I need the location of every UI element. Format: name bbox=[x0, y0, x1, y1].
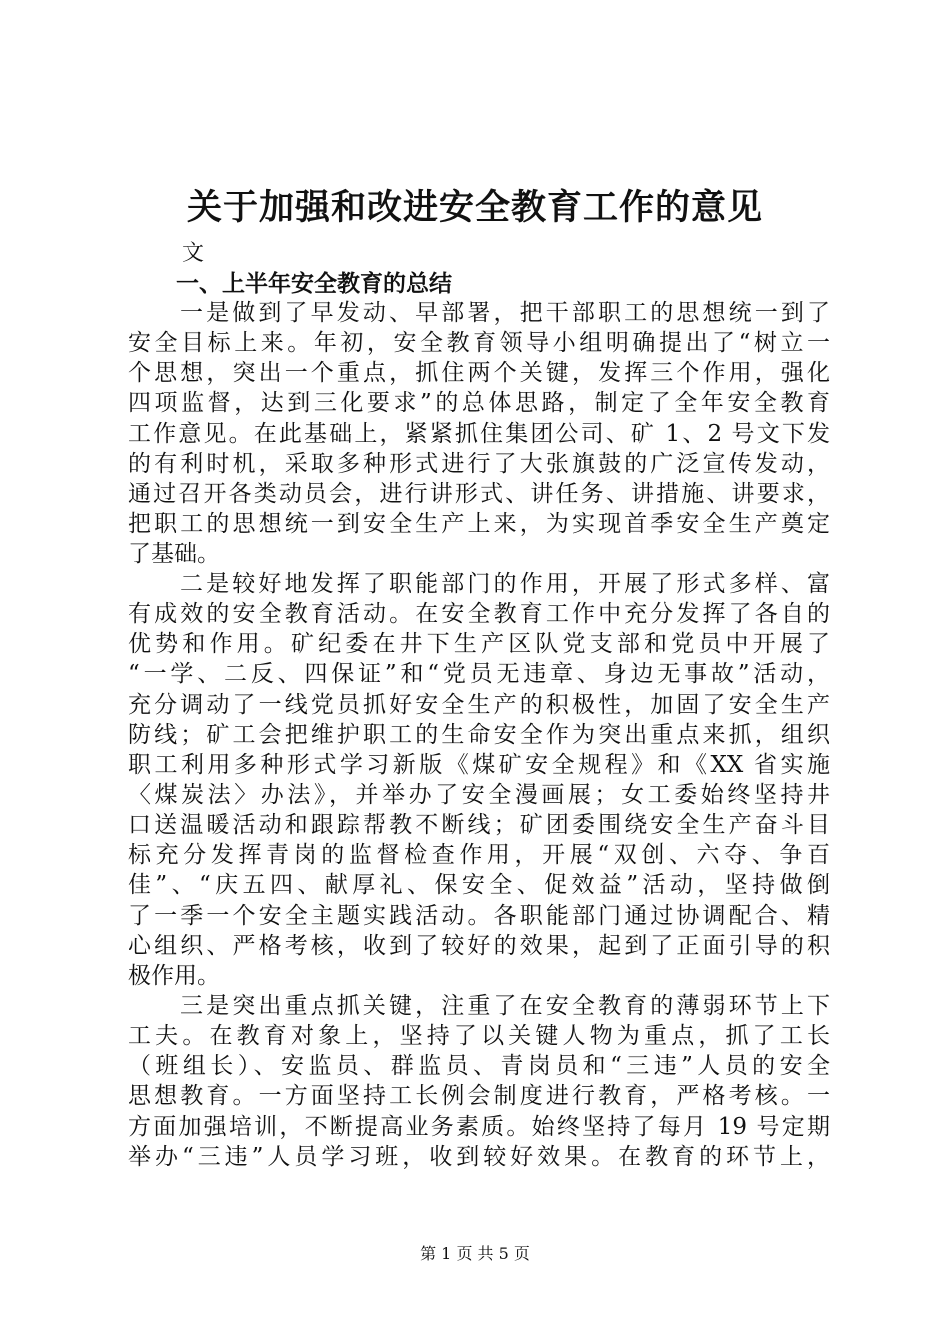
paragraph-line: （班组长）、安监员、群监员、青岗员和“三违”人员的安全 bbox=[128, 1053, 830, 1080]
paragraph-line: 通过召开各类动员会，进行讲形式、讲任务、讲措施、讲要求， bbox=[128, 480, 830, 507]
paragraph-3 bbox=[128, 991, 830, 1172]
paragraph-line: 佳”、“庆五四、献厚礼、保安全、促效益”活动，坚持做倒 bbox=[128, 872, 830, 899]
paragraph-line: 把职工的思想统一到安全生产上来，为实现首季安全生产奠定 bbox=[128, 510, 830, 537]
paragraph-line: 一是做到了早发动、早部署，把干部职工的思想统一到了 bbox=[180, 300, 830, 326]
page-number-footer: 第 1 页 共 5 页 bbox=[420, 1244, 530, 1263]
paragraph-line: 职工利用多种形式学习新版《煤矿安全规程》和《XX 省实施 bbox=[128, 751, 830, 778]
paragraph-line: 工夫。在教育对象上，坚持了以关键人物为重点，抓了工长 bbox=[128, 1023, 830, 1050]
paragraph-line: 安全目标上来。年初，安全教育领导小组明确提出了“树立一 bbox=[128, 330, 830, 357]
author-line: 文 bbox=[182, 241, 205, 266]
paragraph-line: 了一季一个安全主题实践活动。各职能部门通过协调配合、精 bbox=[128, 902, 830, 929]
paragraph-line: 方面加强培训，不断提高业务素质。始终坚持了每月 19 号定期 bbox=[128, 1113, 830, 1140]
paragraph-line: 口送温暖活动和跟踪帮教不断线；矿团委围绕安全生产奋斗目 bbox=[128, 812, 830, 839]
paragraph-line: 有成效的安全教育活动。在安全教育工作中充分发挥了各自的 bbox=[128, 601, 830, 628]
paragraph-line: “一学、二反、四保证”和“党员无违章、身边无事故”活动， bbox=[128, 661, 830, 688]
document-title: 关于加强和改进安全教育工作的意见 bbox=[186, 187, 763, 228]
paragraph-line: 极作用。 bbox=[128, 962, 220, 989]
paragraph-2 bbox=[128, 569, 830, 991]
paragraph-line: 个思想，突出一个重点，抓住两个关键，发挥三个作用，强化 bbox=[128, 360, 830, 387]
paragraph-line: 充分调动了一线党员抓好安全生产的积极性，加固了安全生产 bbox=[128, 691, 830, 718]
paragraph-line: 举办“三违”人员学习班，收到较好效果。在教育的环节上， bbox=[128, 1143, 830, 1170]
paragraph-line: 工作意见。在此基础上，紧紧抓住集团公司、矿 1、2 号文下发 bbox=[128, 420, 830, 447]
paragraph-1 bbox=[128, 298, 830, 569]
paragraph-line: 防线；矿工会把维护职工的生命安全作为突出重点来抓，组织 bbox=[128, 721, 830, 748]
paragraph-line: 三是突出重点抓关键，注重了在安全教育的薄弱环节上下 bbox=[180, 993, 830, 1019]
paragraph-line: 思想教育。一方面坚持工长例会制度进行教育，严格考核。一 bbox=[128, 1083, 830, 1110]
paragraph-line: 了基础。 bbox=[128, 541, 220, 568]
paragraph-line: 优势和作用。矿纪委在井下生产区队党支部和党员中开展了 bbox=[128, 631, 830, 658]
paragraph-line: 〈煤炭法〉办法》，并举办了安全漫画展；女工委始终坚持井 bbox=[128, 781, 830, 808]
paragraph-line: 标充分发挥青岗的监督检查作用，开展“双创、六夺、争百 bbox=[128, 842, 830, 869]
paragraph-line: 二是较好地发挥了职能部门的作用，开展了形式多样、富 bbox=[180, 571, 830, 597]
paragraph-line: 心组织、严格考核，收到了较好的效果，起到了正面引导的积 bbox=[128, 932, 830, 959]
paragraph-line: 四项监督，达到三化要求”的总体思路，制定了全年安全教育 bbox=[128, 390, 830, 417]
paragraph-line: 的有利时机，采取多种形式进行了大张旗鼓的广泛宣传发动， bbox=[128, 450, 830, 477]
section-heading: 一、上半年安全教育的总结 bbox=[176, 270, 452, 297]
